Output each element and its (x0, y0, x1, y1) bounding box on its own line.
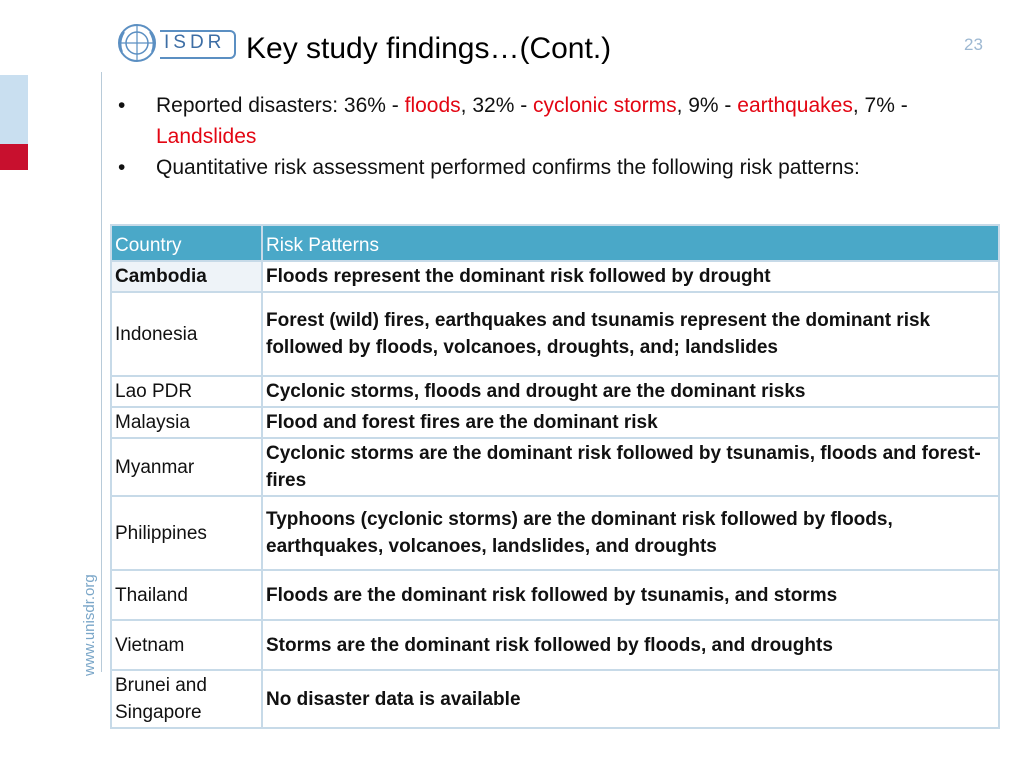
risk-pattern-cell: Storms are the dominant risk followed by floods, and droughts (262, 620, 999, 670)
header-risk-patterns: Risk Patterns (262, 225, 999, 261)
bullet-risk-assessment: • Quantitative risk assessment performed confirms the following risk patterns: (118, 152, 998, 183)
risk-pattern-cell: Typhoons (cyclonic storms) are the dominant risk followed by floods, earthquakes, volcanoes, landslides, and droughts (262, 496, 999, 570)
table-row (111, 570, 999, 620)
risk-pattern-cell: Forest (wild) fires, earthquakes and tsunamis represent the dominant risk followed by floods, volcanoes, droughts, and; landslides (262, 292, 999, 376)
country-cell: Indonesia (111, 292, 262, 376)
bullet-text: Reported disasters: 36% - (156, 94, 405, 117)
bullet-text: , 7% - (852, 94, 908, 117)
country-cell: Vietnam (111, 620, 262, 670)
side-url: www.unisdr.org (81, 574, 98, 676)
country-cell: Thailand (111, 570, 262, 620)
highlight-earthquakes: earthquakes (737, 94, 853, 117)
country-cell: Myanmar (111, 438, 262, 496)
table-row (111, 438, 999, 496)
table-row (111, 620, 999, 670)
table-row (111, 670, 999, 728)
bullet-text: , 32% - (460, 94, 534, 117)
table-row (111, 407, 999, 438)
risk-pattern-cell: Floods represent the dominant risk followed by drought (262, 261, 999, 292)
page-number: 23 (964, 35, 983, 54)
table-row (111, 376, 999, 407)
risk-patterns-table (110, 224, 1000, 729)
country-cell: Lao PDR (111, 376, 262, 407)
table-row (111, 496, 999, 570)
country-cell: Philippines (111, 496, 262, 570)
table-row (111, 261, 999, 292)
table-header-row (111, 225, 999, 261)
risk-pattern-cell: Flood and forest fires are the dominant risk (262, 407, 999, 438)
highlight-cyclonic-storms: cyclonic storms (533, 94, 677, 117)
bullet-reported-disasters (118, 90, 998, 152)
isdr-logo (116, 22, 234, 64)
slide-title: Key study findings…(Cont.) (246, 32, 612, 65)
country-cell: Brunei and Singapore (111, 670, 262, 728)
highlight-floods: floods (404, 94, 461, 117)
table-row (111, 292, 999, 376)
highlight-landslides: Landslides (156, 125, 257, 148)
country-cell: Cambodia (111, 261, 262, 292)
risk-pattern-cell: Cyclonic storms are the dominant risk followed by tsunamis, floods and forest-fires (262, 438, 999, 496)
left-decor-red-block (0, 144, 28, 170)
risk-pattern-cell: Cyclonic storms, floods and drought are the dominant risks (262, 376, 999, 407)
risk-pattern-cell: Floods are the dominant risk followed by tsunamis, and storms (262, 570, 999, 620)
un-emblem-icon (116, 22, 158, 64)
bullet-text: , 9% - (676, 94, 738, 117)
isdr-logo-text: ISDR (164, 32, 226, 53)
risk-pattern-cell: No disaster data is available (262, 670, 999, 728)
vertical-divider (101, 72, 102, 672)
header-country: Country (111, 225, 262, 261)
country-cell: Malaysia (111, 407, 262, 438)
bullet-list (118, 90, 998, 183)
